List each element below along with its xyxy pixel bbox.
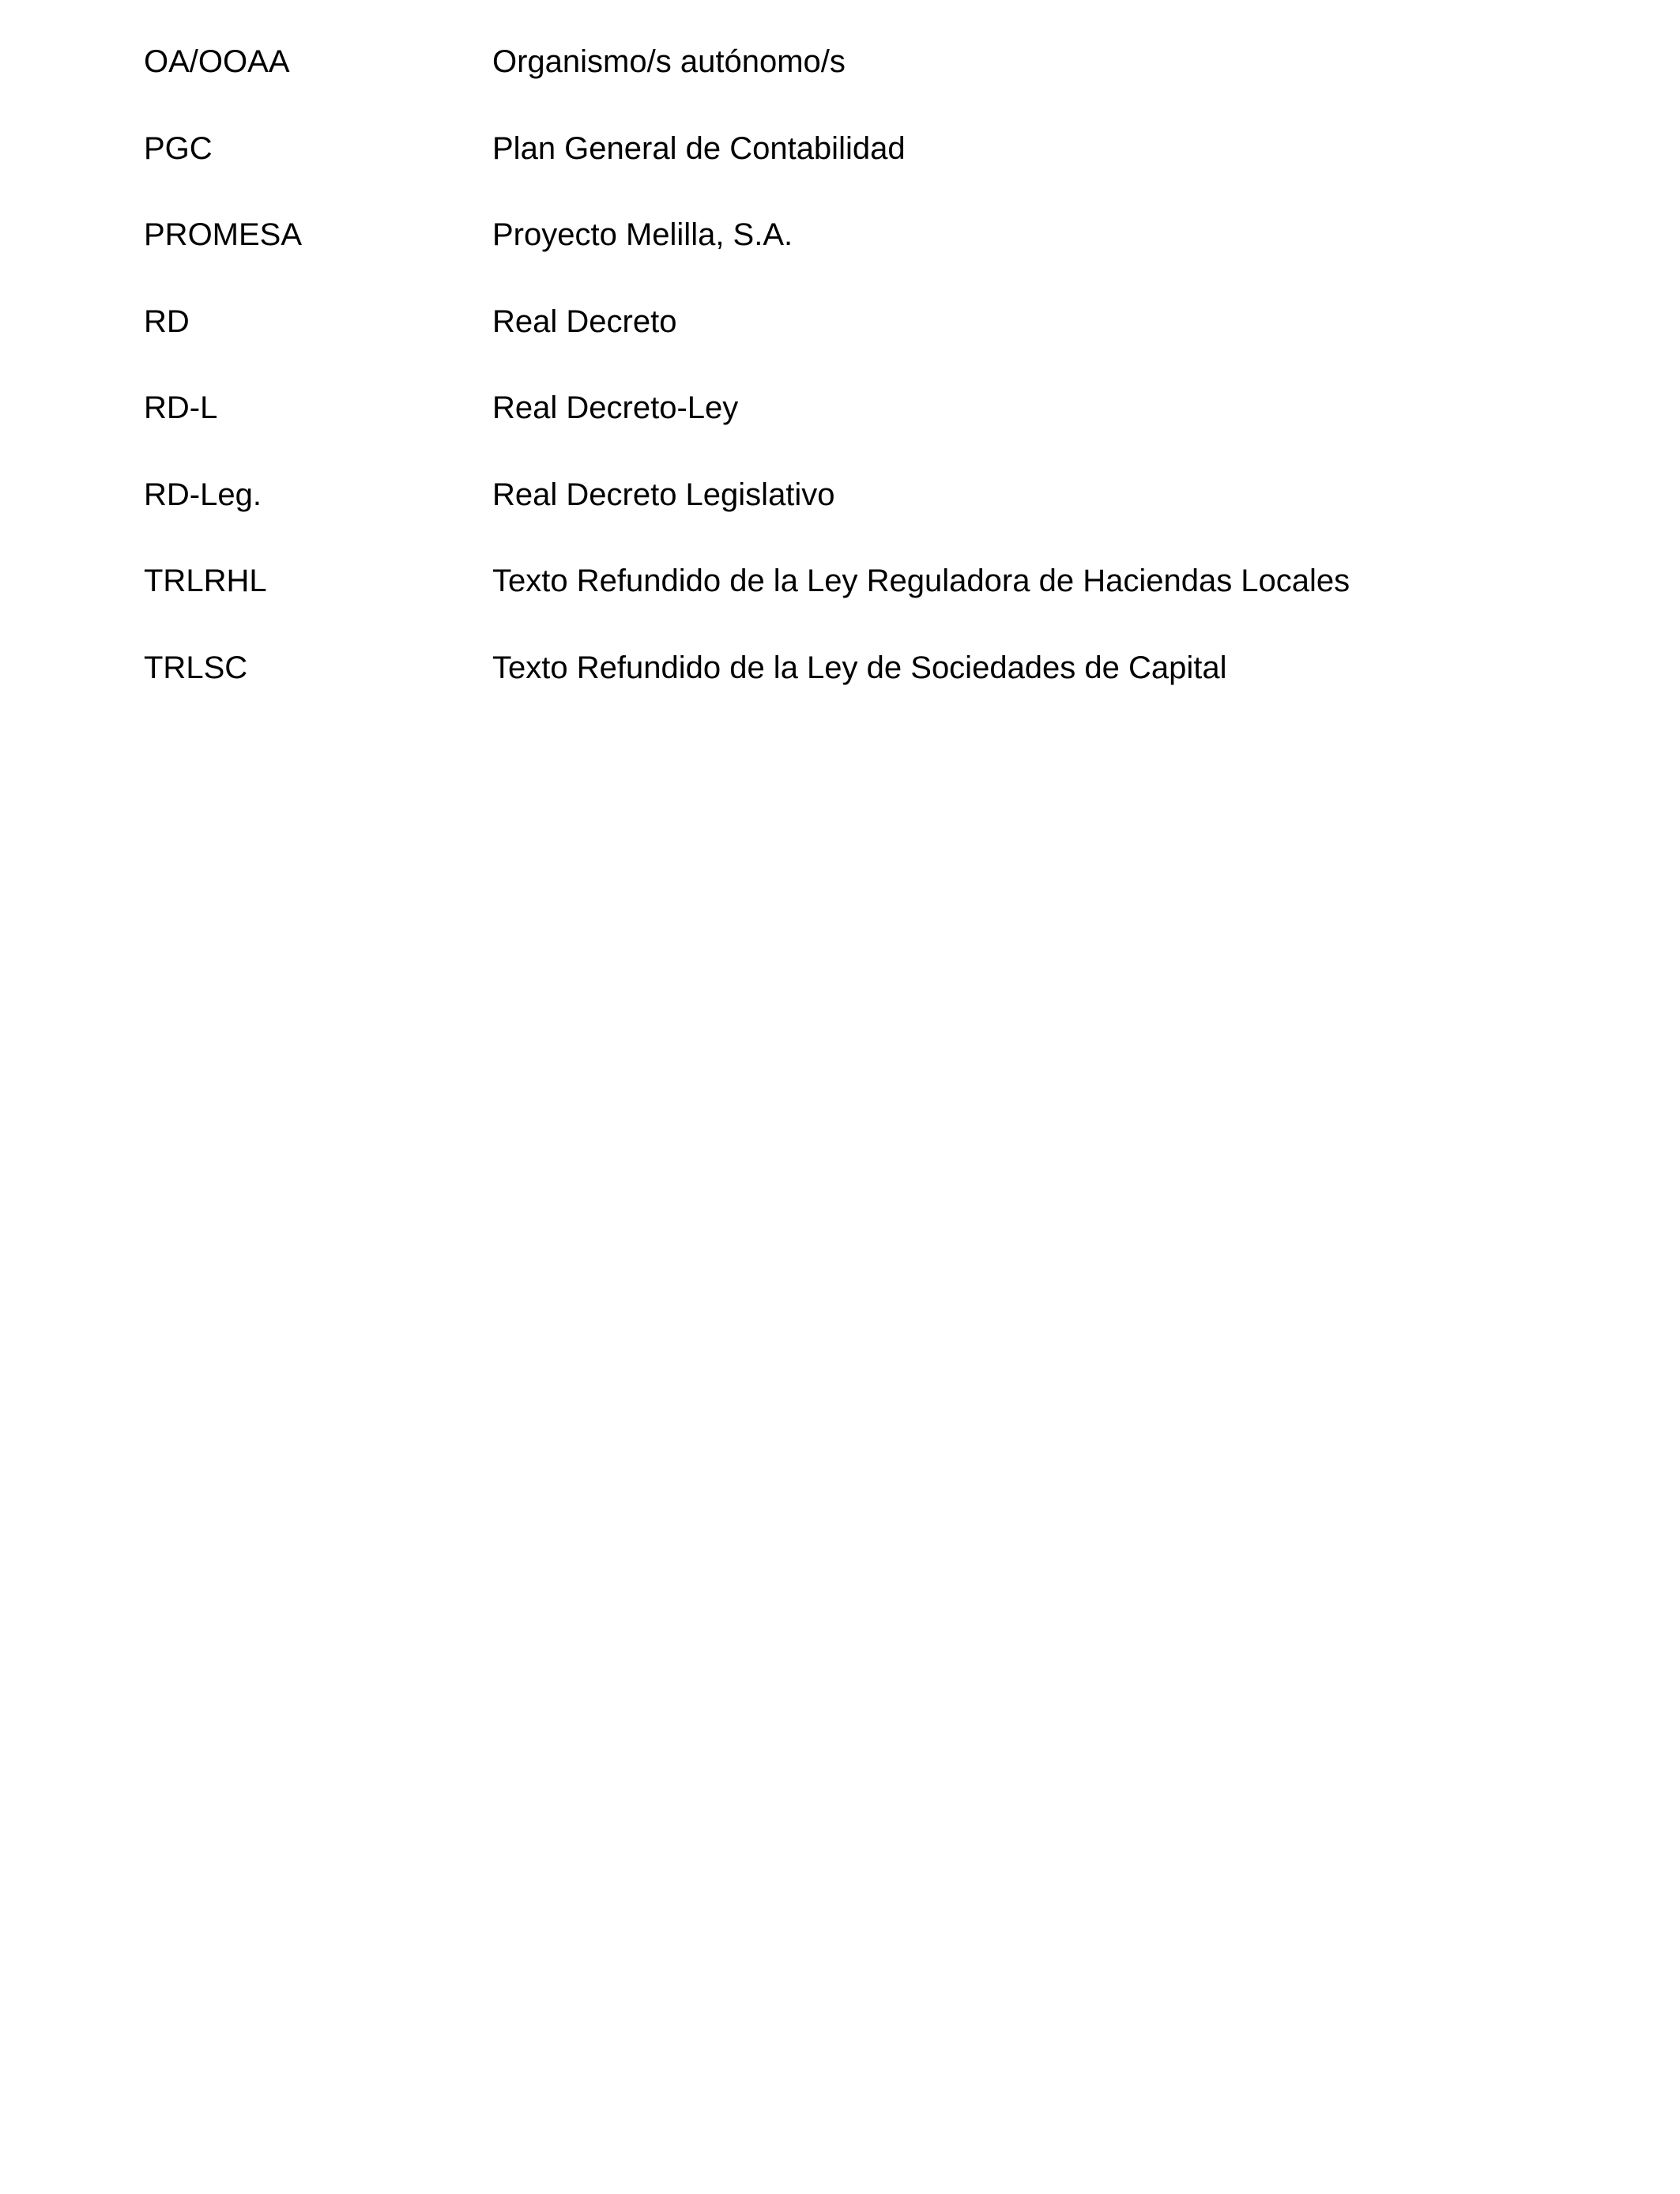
abbreviation-row <box>144 219 1566 306</box>
abbreviation-term: TRLSC <box>144 650 248 685</box>
abbreviation-definition: Texto Refundido de la Ley Reguladora de Haciendas Locales <box>492 564 1350 598</box>
abbreviation-term: RD <box>144 303 190 339</box>
abbreviation-definition: Real Decreto-Ley <box>492 390 739 425</box>
abbreviation-definition: Real Decreto <box>492 303 677 339</box>
abbreviation-definition: Proyecto Melilla, S.A. <box>492 217 793 252</box>
abbreviation-row <box>144 565 1566 652</box>
abbreviation-definition: Organismo/s autónomo/s <box>492 44 846 79</box>
abbreviation-term: PGC <box>144 130 213 166</box>
abbreviation-term: PROMESA <box>144 217 303 252</box>
abbreviation-list <box>144 46 1566 738</box>
abbreviation-row <box>144 46 1566 133</box>
abbreviation-term: OA/OOAA <box>144 44 290 79</box>
abbreviation-row <box>144 479 1566 566</box>
abbreviation-definition: Real Decreto Legislativo <box>492 477 835 512</box>
abbreviation-row <box>144 652 1566 739</box>
abbreviation-definition: Plan General de Contabilidad <box>492 130 906 166</box>
abbreviation-row <box>144 303 1566 393</box>
abbreviation-row <box>144 130 1566 220</box>
abbreviation-row <box>144 392 1566 479</box>
abbreviation-definition: Texto Refundido de la Ley de Sociedades de Capital <box>492 650 1227 685</box>
abbreviation-term: RD-L <box>144 390 218 425</box>
abbreviation-term: TRLRHL <box>144 564 267 598</box>
abbreviation-term: RD-Leg. <box>144 477 262 512</box>
